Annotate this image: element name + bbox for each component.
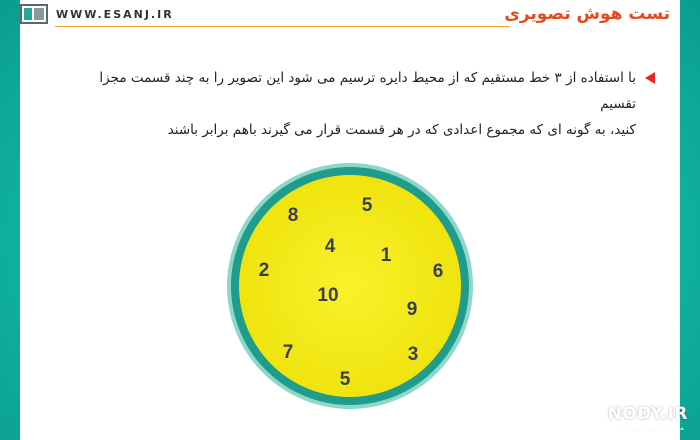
number-5-top: 5 <box>361 195 373 216</box>
number-10: 10 <box>317 285 339 306</box>
number-7: 7 <box>282 342 294 363</box>
question-line-2: کنید، به گونه ای که مجموع اعدادی که در هر قسمت قرار می گیرند باهم برابر باشند <box>167 122 636 138</box>
number-8: 8 <box>287 205 299 226</box>
number-6: 6 <box>432 261 444 282</box>
site-url[interactable]: WWW.ESANJ.IR <box>56 8 174 21</box>
number-5-bottom: 5 <box>339 369 351 390</box>
circle-fill <box>239 175 461 397</box>
watermark-subtitle: مرجع تصاویر خبری داغ <box>617 424 684 432</box>
question-line-1: با استفاده از ۳ خط مستقیم که از محیط دایره ترسیم می شود این تصویر را به چند قسمت مجزا تقسیم <box>99 70 636 112</box>
number-2: 2 <box>258 260 270 281</box>
number-9: 9 <box>406 299 418 320</box>
number-3: 3 <box>407 344 419 365</box>
number-1: 1 <box>380 245 392 266</box>
watermark-brand: NODY.IR <box>607 404 688 424</box>
number-4: 4 <box>324 236 336 257</box>
page-title: تست هوش تصویری <box>504 4 670 24</box>
